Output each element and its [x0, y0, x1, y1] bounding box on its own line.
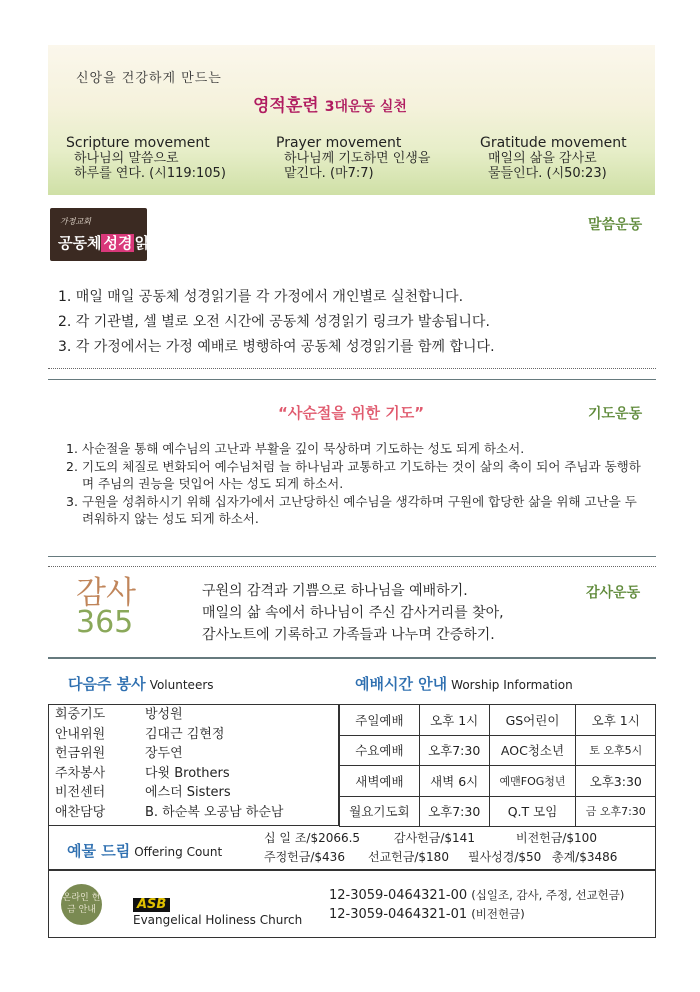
table-row: [49, 705, 338, 725]
volunteers-table: [48, 704, 339, 826]
worship-heading: [355, 673, 573, 694]
column-line: 물들인다. (시50:23): [488, 166, 607, 181]
names: 방성원: [145, 707, 183, 722]
table-cell: 오후 1시: [419, 705, 489, 736]
offering-item: 선교헌금/$180: [368, 850, 449, 864]
account-number: 12-3059-0464321-00: [329, 888, 468, 903]
table-row: [340, 735, 656, 766]
item-number: 1.: [66, 441, 78, 456]
role: 주차봉사: [55, 765, 106, 781]
table-cell: 오후7:30: [419, 735, 489, 766]
offering-items: [264, 829, 617, 867]
banner-title: [253, 91, 407, 116]
column-head: Prayer movement: [276, 135, 402, 151]
gratitude-line: 구원의 감격과 기쁨으로 하나님을 예배하기.: [202, 583, 468, 599]
bank-info-box: [48, 870, 656, 938]
heading-en: Volunteers: [149, 678, 214, 692]
divider: [48, 556, 656, 557]
names: 에스더 Sisters: [145, 785, 231, 800]
online-offering-logo: 온라인 헌금 안내: [61, 884, 102, 925]
heading-ko: 다음주 봉사: [68, 675, 146, 693]
item-text: 구원을 성취하시기 위해 십자가에서 고난당하신 예수님을 생각하며 구원에 합당한 삶을 위해 고난을 두려워하지 않는 성도 되게 하소서.: [82, 494, 637, 526]
names: 김대근 김현정: [145, 726, 225, 742]
logo-pre: 공동체: [58, 234, 102, 252]
account-number: 12-3059-0464321-01: [329, 907, 468, 922]
logo-big-text: [58, 232, 163, 253]
list-item: [66, 440, 646, 457]
table-row: [49, 744, 338, 764]
list-item: [66, 493, 646, 527]
volunteers-heading: [68, 673, 214, 694]
logo-top: 감사: [76, 575, 136, 611]
column-head: Scripture movement: [66, 135, 210, 151]
offering-item: 감사헌금/$141: [394, 831, 475, 845]
list-item: 1. 매일 매일 공동체 성경읽기를 각 가정에서 개인별로 실천합니다.: [58, 289, 464, 305]
prayer-movement-tag: 기도운동: [588, 406, 643, 422]
column-line: 맡긴다. (마7:7): [284, 166, 374, 181]
asb-mark: ASB: [133, 898, 170, 912]
table-cell: 오후7:30: [419, 796, 489, 827]
table-cell: 예맨FOG청년: [489, 766, 576, 797]
names: 다윗 Brothers: [145, 765, 230, 781]
logo-highlight: 성경: [103, 234, 133, 252]
logo-small-text: 가정교회: [60, 217, 91, 226]
gratitude-text: [202, 580, 504, 646]
heading-en: Worship Information: [451, 678, 573, 692]
table-cell: 수요예배: [340, 735, 420, 766]
table-cell: AOC청소년: [489, 735, 576, 766]
role: 비전센터: [55, 785, 106, 800]
divider: [48, 657, 656, 659]
role: 헌금위원: [55, 746, 106, 761]
church-name: Evangelical Holiness Church: [133, 913, 303, 927]
divider: [48, 566, 656, 567]
prayer-title: “사순절을 위한 기도”: [278, 404, 425, 422]
word-movement-tag: 말씀운동: [588, 217, 643, 233]
table-row: [340, 766, 656, 797]
table-row: [49, 764, 338, 784]
item-number: 2.: [66, 459, 78, 474]
offering-row: [264, 848, 617, 867]
names: 장두연: [145, 746, 183, 761]
table-cell: 오후3:30: [576, 766, 656, 797]
table-row: [49, 783, 338, 803]
offering-box: [48, 826, 656, 870]
gratitude-column: [480, 136, 627, 181]
table-cell: Q.T 모임: [489, 796, 576, 827]
table-cell: 금 오후7:30: [576, 796, 656, 827]
table-cell: 오후 1시: [576, 705, 656, 736]
logo-bottom: 365: [76, 605, 134, 640]
role: 애찬담당: [55, 804, 106, 820]
item-text: 사순절을 통해 예수님의 고난과 부활을 깊이 묵상하며 기도하는 성도 되게 하소서.: [82, 441, 525, 456]
account-note: (십일조, 감사, 주정, 선교헌금): [471, 888, 625, 902]
table-row: [340, 796, 656, 827]
label-en: Offering Count: [134, 845, 223, 859]
gratitude-line: 매일의 삶 속에서 하나님이 주신 감사거리를 찾아,: [202, 605, 504, 621]
divider: [48, 379, 656, 380]
offering-item: 필사성경/$50: [468, 850, 542, 864]
table-cell: 새벽 6시: [419, 766, 489, 797]
table-row: [49, 725, 338, 745]
account-note: (비전헌금): [471, 907, 525, 921]
column-line: 매일의 삶을 감사로: [488, 151, 597, 166]
role: 안내위원: [55, 726, 106, 742]
table-cell: GS어린이: [489, 705, 576, 736]
banner-title-sub: 3대운동 실천: [324, 99, 407, 115]
account-line: [329, 886, 624, 905]
table-row: [49, 803, 338, 823]
table-cell: 주일예배: [340, 705, 420, 736]
offering-item: 주정헌금/$436: [264, 850, 345, 864]
label-ko: 예물 드림: [67, 842, 131, 860]
column-line: 하루를 연다. (시119:105): [74, 166, 226, 181]
bank-accounts: [329, 886, 624, 924]
account-line: [329, 905, 624, 924]
role: 회중기도: [55, 707, 106, 722]
offering-item: 총계/$3486: [552, 850, 618, 864]
logo-post: 읽기: [134, 234, 164, 252]
table-cell: 새벽예배: [340, 766, 420, 797]
offering-item: 십 일 조/$2066.5: [264, 831, 361, 845]
column-line: 하나님께 기도하면 인생을: [284, 151, 431, 166]
column-head: Gratitude movement: [480, 135, 627, 151]
list-item: [66, 458, 646, 492]
offering-row: [264, 829, 617, 848]
column-line: 하나님의 말씀으로: [74, 151, 179, 166]
divider: [48, 368, 656, 369]
prayer-column: [276, 136, 430, 181]
gratitude-line: 감사노트에 기록하고 가족들과 나누며 간증하기.: [202, 627, 495, 643]
item-text: 기도의 체질로 변화되어 예수님처럼 늘 하나님과 교통하고 기도하는 것이 삶의 축이 되어 주님과 동행하며 주님의 권능을 덧입어 사는 성도 되게 하소서.: [82, 459, 641, 491]
banner-title-main: 영적훈련: [253, 96, 319, 116]
gratitude-365-logo: [76, 575, 136, 640]
gratitude-movement-tag: 감사운동: [586, 585, 641, 601]
item-number: 3.: [66, 494, 78, 509]
spiritual-training-banner: [48, 45, 655, 195]
community-bible-reading-logo: [50, 208, 164, 261]
worship-table: [339, 704, 656, 827]
church-logo: [133, 893, 302, 927]
offering-label: [67, 840, 222, 861]
offering-item: 비전헌금/$100: [516, 831, 597, 845]
heading-ko: 예배시간 안내: [355, 675, 448, 693]
table-cell: 토 오후5시: [576, 735, 656, 766]
banner-intro: 신앙을 건강하게 만드는: [76, 71, 222, 86]
names: B. 하순복 오공남 하순남: [145, 804, 284, 820]
word-movement-list: [58, 285, 495, 360]
scripture-column: [66, 136, 226, 181]
table-row: [340, 705, 656, 736]
table-cell: 월요기도회: [340, 796, 420, 827]
list-item: 3. 각 가정에서는 가정 예배로 병행하여 공동체 성경읽기를 함께 합니다.: [58, 339, 495, 355]
prayer-list: [66, 440, 646, 528]
list-item: 2. 각 기관별, 셀 별로 오전 시간에 공동체 성경읽기 링크가 발송됩니다.: [58, 314, 490, 330]
